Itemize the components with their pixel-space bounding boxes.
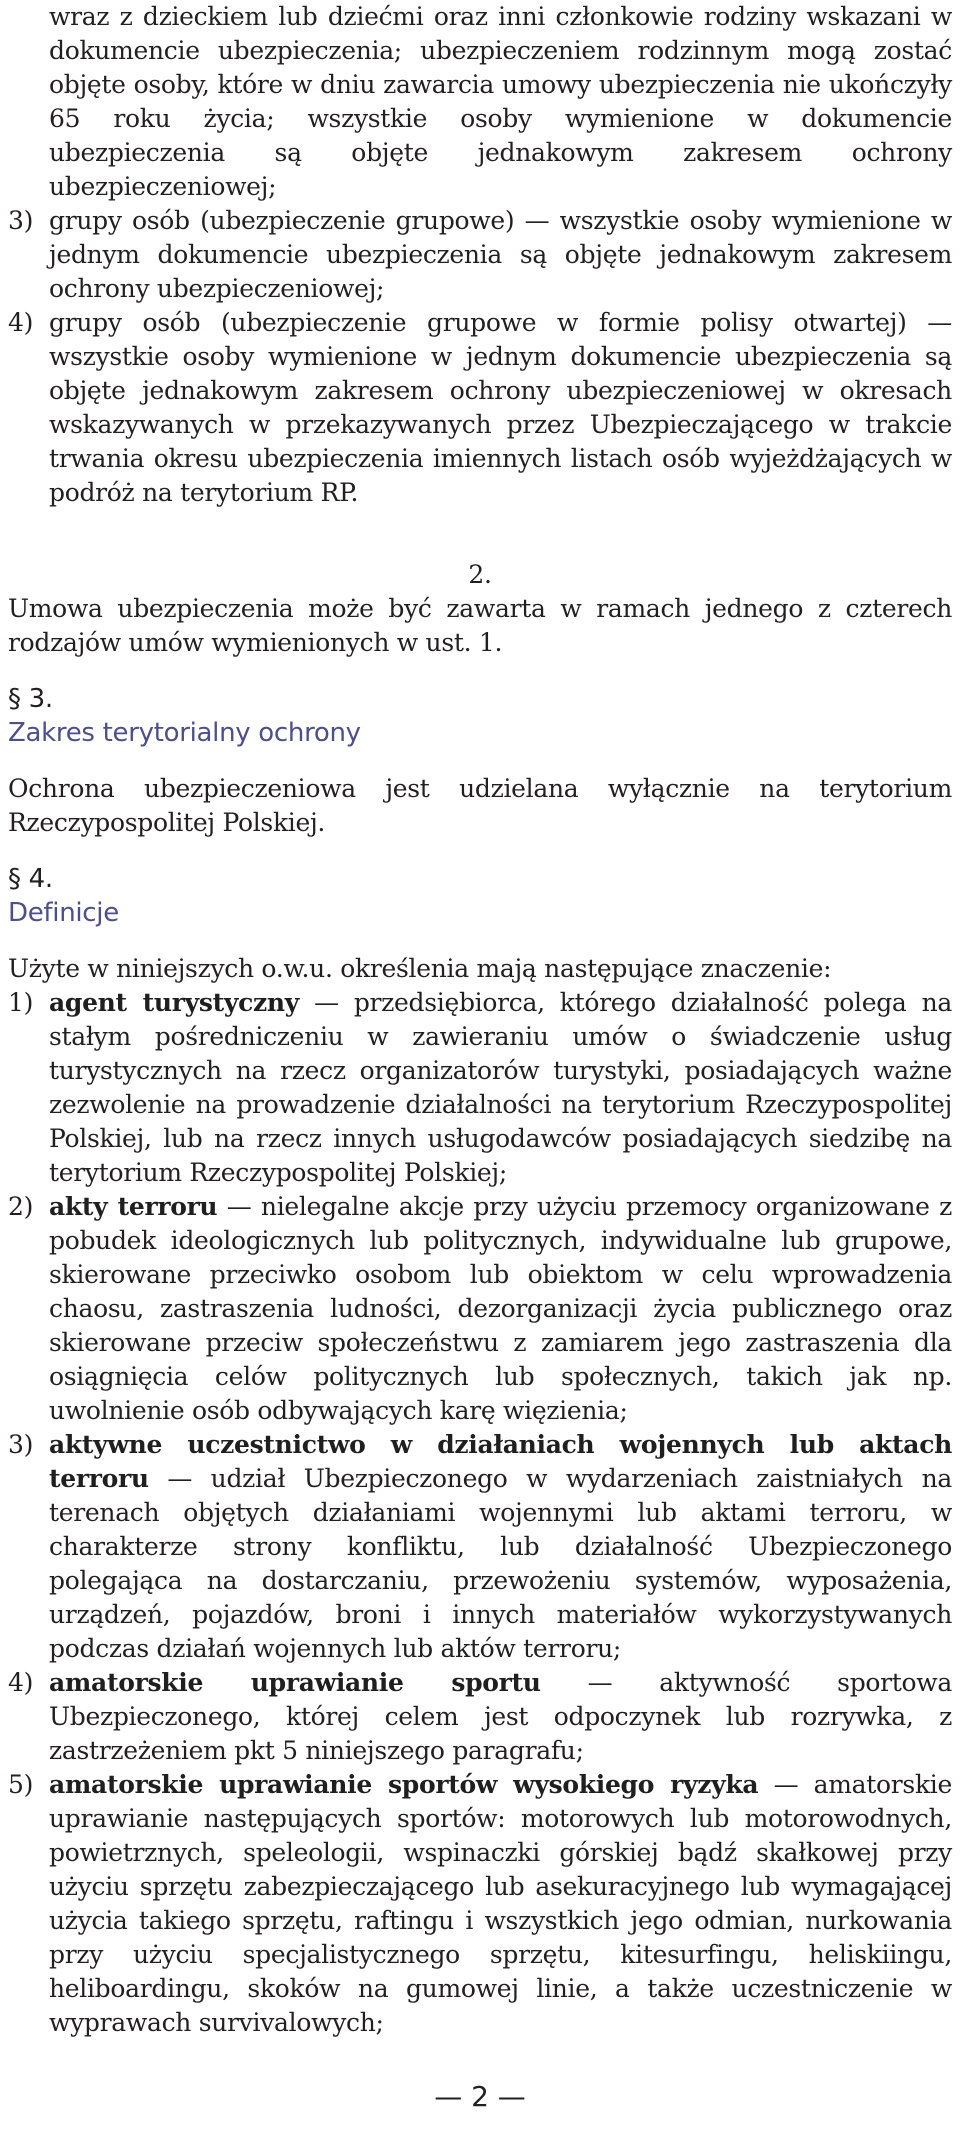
list-marker: 3)	[8, 1430, 34, 1459]
definition-text: — przedsiębiorca, którego działalność polega na stałym pośredniczeniu w zawieraniu umów o świadczenie usług turystycznych na rzecz organizatorów turystyki, posiadających ważne zezwolenie na prowadzenie działalności na terytorium Rzeczypospolitej Polskiej, lub na rzecz innych usługodawców posiadających siedzibę na terytorium Rzeczypospolitej Polskiej;	[49, 988, 952, 1187]
definition-item	[8, 1768, 952, 2040]
insurance-types-list	[8, 204, 952, 510]
definition-term: akty terroru	[49, 1192, 218, 1221]
definition-item	[8, 1190, 952, 1428]
definition-item	[8, 986, 952, 1190]
definitions-intro: Użyte w niniejszych o.w.u. określenia mają następujące znaczenie:	[8, 954, 832, 983]
list-item	[8, 306, 952, 510]
list-marker: 1)	[8, 988, 34, 1017]
definition-term: amatorskie uprawianie sportów wysokiego ryzyka	[49, 1770, 759, 1799]
definition-item	[8, 1666, 952, 1768]
point-number: 2.	[468, 560, 492, 589]
list-marker: 4)	[8, 308, 34, 337]
definition-term: amatorskie uprawianie sportu	[49, 1668, 541, 1697]
paragraph-continuation: wraz z dzieckiem lub dziećmi oraz inni członkowie rodziny wskazani w dokumencie ubezpieczenia; ubezpieczeniem rodzinnym mogą zostać objęte osoby, które w dniu zawarcia umowy ubezpieczenia nie ukończyły 65 roku życia; wszystkie osoby wymienione w dokumencie ubezpieczenia są objęte jednakowym zakresem ochrony ubezpieczeniowej;	[49, 2, 952, 201]
list-marker: 3)	[8, 206, 34, 235]
definition-text: — udział Ubezpieczonego w wydarzeniach zaistniałych na terenach objętych działaniami wojennymi lub aktami terroru, w charakterze strony konfliktu, lub działalność Ubezpieczonego polegająca na dostarczaniu, przewożeniu systemów, wyposażenia, urządzeń, pojazdów, broni i innych materiałów wykorzystywanych podczas działań wojennych lub aktów terroru;	[49, 1464, 952, 1663]
list-item-text: grupy osób (ubezpieczenie grupowe w formie polisy otwartej) — wszystkie osoby wymienione w jednym dokumencie ubezpieczenia są objęte jednakowym zakresem ochrony ubezpieczeniowej w okresach wskazywanych w przekazywanych przez Ubezpieczającego w trakcie trwania okresu ubezpieczenia imiennych listach osób wyjeżdżających w podróż na terytorium RP.	[49, 308, 952, 507]
page-number: — 2 —	[434, 2080, 526, 2113]
definitions-list	[8, 986, 952, 2040]
definition-text: — aktywność sportowa Ubezpieczonego, której celem jest odpoczynek lub rozrywka, z zastrzeżeniem pkt 5 niniejszego paragrafu;	[49, 1668, 953, 1765]
section-text: Ochrona ubezpieczeniowa jest udzielana wyłącznie na terytorium Rzeczypospolitej Polskiej.	[8, 774, 952, 837]
list-marker: 5)	[8, 1770, 34, 1799]
document-body	[8, 0, 952, 2040]
section-number: § 4.	[8, 864, 53, 894]
definition-term: agent turystyczny	[49, 988, 300, 1017]
definition-text: — nielegalne akcje przy użyciu przemocy organizowane z pobudek ideologicznych lub politycznych, indywidualne lub grupowe, skierowane przeciwko osobom lub obiektom w celu wprowadzenia chaosu, zastraszenia ludności, dezorganizacji życia publicznego oraz skierowane przeciw społeczeństwu z zamiarem jego zastraszenia dla osiągnięcia celów politycznych lub społecznych, takich jak np. uwolnienie osób odbywających karę więzienia;	[49, 1192, 952, 1425]
definition-text: — amatorskie uprawianie następujących sportów: motorowych lub motorowodnych, powietrznych, speleologii, wspinaczki górskiej bądź skałkowej przy użyciu sprzętu zabezpieczającego lub asekuracyjnego lub wymagającej użycia takiego sprzętu, raftingu i wszystkich jego odmian, nurkowania przy użyciu specjalistycznego sprzętu, kitesurfingu, heliskiingu, heliboardingu, skoków na gumowej linie, a także uczestniczenie w wyprawach survivalowych;	[49, 1770, 952, 2037]
point-text: Umowa ubezpieczenia może być zawarta w ramach jednego z czterech rodzajów umów wymienionych w ust. 1.	[8, 594, 952, 657]
section-title: Definicje	[8, 898, 119, 928]
definition-term: aktywne uczestnictwo w działaniach wojennych lub aktach terroru	[49, 1430, 952, 1493]
section-title: Zakres terytorialny ochrony	[8, 718, 361, 748]
definition-item	[8, 1428, 952, 1666]
list-marker: 2)	[8, 1192, 34, 1221]
section-number: § 3.	[8, 684, 53, 714]
list-item-text: grupy osób (ubezpieczenie grupowe) — wszystkie osoby wymienione w jednym dokumencie ubezpieczenia są objęte jednakowym zakresem ochrony ubezpieczeniowej;	[49, 206, 952, 303]
list-item	[8, 204, 952, 306]
list-marker: 4)	[8, 1668, 34, 1697]
